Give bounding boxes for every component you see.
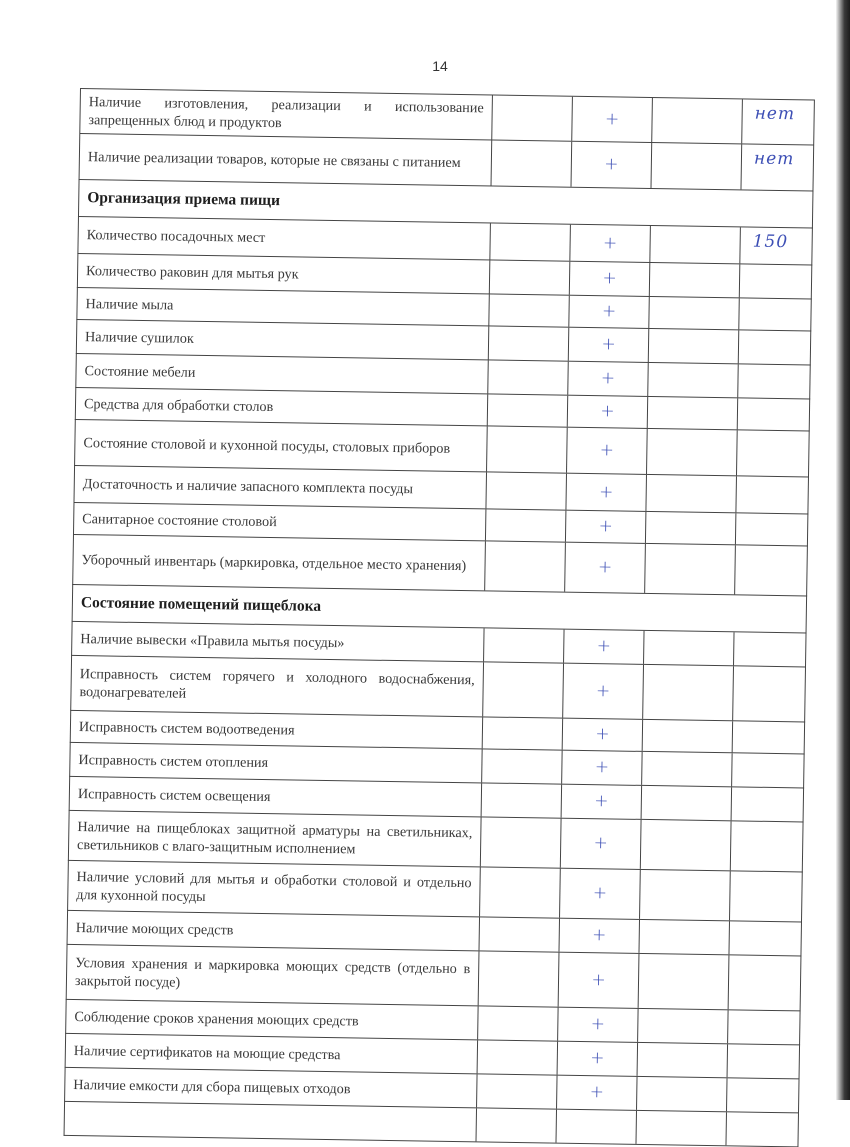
row-label: Количество раковин для мытья рук bbox=[86, 262, 299, 282]
row-label: Санитарное состояние столовой bbox=[82, 510, 277, 530]
check-mark: + bbox=[599, 440, 615, 461]
inspection-checklist-table bbox=[64, 88, 815, 1147]
row-label: Наличие на пищеблоках защитной арматуры на светильниках, светильников с влаго-защитным исполнением bbox=[76, 818, 473, 857]
check-mark: + bbox=[591, 969, 606, 990]
scan-page-edge bbox=[836, 0, 850, 1100]
row-label: Состояние мебели bbox=[84, 362, 196, 381]
row-label: Наличие изготовления, реализации и использование запрещенных блюд и продуктов bbox=[88, 94, 484, 132]
handwritten-note: нет bbox=[753, 148, 795, 170]
check-mark: + bbox=[590, 1014, 606, 1035]
check-mark: + bbox=[601, 301, 617, 322]
check-mark: + bbox=[604, 108, 620, 129]
row-label: Наличие вывески «Правила мытья посуды» bbox=[80, 630, 345, 651]
row-label: Исправность систем освещения bbox=[77, 785, 271, 805]
check-mark: + bbox=[595, 724, 610, 745]
row-label: Наличие сертификатов на моющие средства bbox=[73, 1042, 341, 1063]
check-mark: + bbox=[600, 401, 615, 422]
check-mark: + bbox=[600, 368, 616, 389]
check-mark: + bbox=[591, 925, 607, 946]
row-label: Исправность систем горячего и холодного водоснабжения, водонагревателей bbox=[79, 666, 475, 702]
check-mark: + bbox=[598, 481, 614, 502]
check-mark: + bbox=[602, 268, 617, 289]
check-mark: + bbox=[595, 680, 611, 701]
row-label: Соблюдение сроков хранения моющих средств bbox=[74, 1008, 359, 1029]
section-header: Состояние помещений пищеблока bbox=[72, 585, 807, 634]
check-mark: + bbox=[592, 883, 608, 904]
row-label: Средства для обработки столов bbox=[83, 395, 274, 415]
check-mark: + bbox=[604, 154, 619, 175]
check-mark: + bbox=[594, 757, 610, 778]
check-mark: + bbox=[594, 791, 609, 812]
row-label: Наличие условий для мытья и обработки столовой и отдельно для кухонной посуды bbox=[76, 868, 472, 905]
row-label: Исправность систем отопления bbox=[78, 751, 269, 771]
check-mark: + bbox=[602, 232, 618, 253]
handwritten-note: нет bbox=[754, 103, 796, 125]
row-label: Состояние столовой и кухонной посуды, столовых приборов bbox=[83, 434, 451, 457]
check-mark: + bbox=[598, 516, 613, 537]
row-label: Условия хранения и маркировка моющих средств (отдельно в закрытой посуде) bbox=[74, 955, 471, 991]
row-label: Достаточность и наличие запасного комплекта посуды bbox=[82, 476, 414, 498]
row-label: Уборочный инвентарь (маркировка, отдельное место хранения) bbox=[81, 551, 467, 574]
check-mark: + bbox=[601, 334, 616, 355]
page-number: 14 bbox=[432, 58, 448, 74]
check-mark: + bbox=[589, 1082, 605, 1103]
row-label: Количество посадочных мест bbox=[86, 227, 266, 246]
row-label: Наличие мыла bbox=[85, 295, 174, 313]
row-label: Наличие моющих средств bbox=[75, 919, 234, 939]
row-label: Наличие сушилок bbox=[84, 328, 194, 347]
row-label: Исправность систем водоотведения bbox=[78, 718, 295, 738]
section-header: Организация приема пищи bbox=[78, 180, 813, 229]
check-mark: + bbox=[596, 636, 612, 657]
check-mark: + bbox=[597, 557, 613, 578]
handwritten-note: 150 bbox=[752, 231, 789, 253]
row-label: Наличие емкости для сбора пищевых отходов bbox=[73, 1076, 351, 1097]
check-mark: + bbox=[590, 1048, 605, 1069]
row-label: Наличие реализации товаров, которые не связаны с питанием bbox=[87, 148, 461, 171]
check-mark: + bbox=[593, 833, 608, 854]
